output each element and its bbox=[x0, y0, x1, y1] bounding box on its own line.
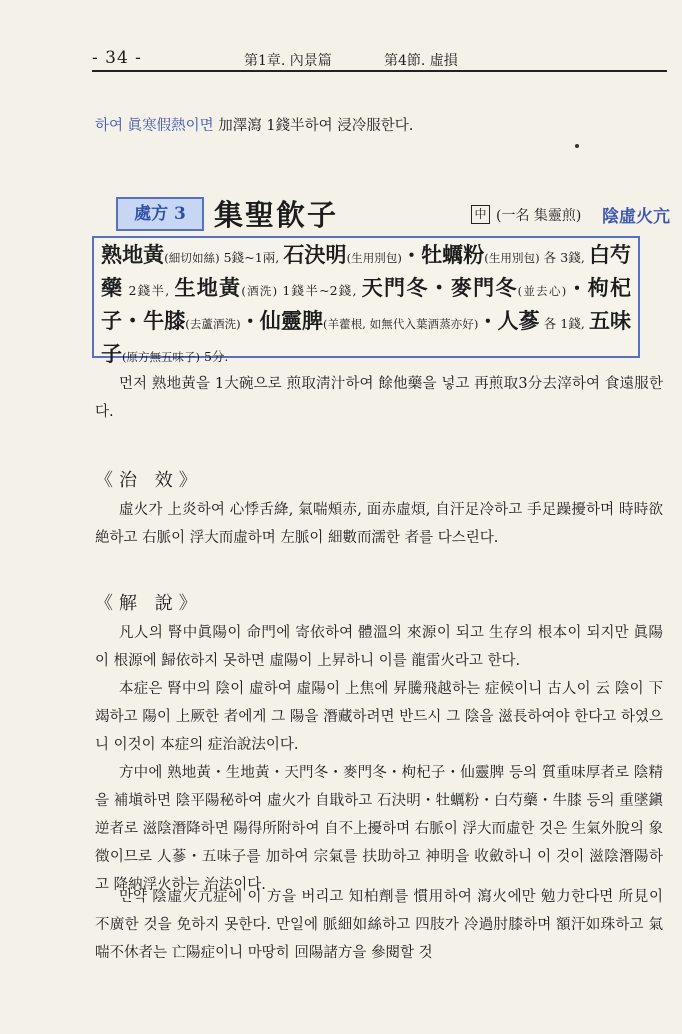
herb-note: (原方無五味子) bbox=[122, 350, 200, 364]
herb-name: 白芍藥 bbox=[101, 242, 632, 300]
herb-separator: ・ bbox=[240, 311, 260, 333]
herb-note: (生用別包) bbox=[484, 251, 540, 265]
herb-dose: 各 3錢, bbox=[539, 250, 589, 265]
herb-dose: 5錢~1兩, bbox=[219, 250, 284, 265]
herb-name: 枸杞子・牛膝 bbox=[101, 275, 632, 333]
herb-name: 石決明 bbox=[283, 242, 347, 267]
prescription-heading bbox=[116, 195, 670, 235]
herb-name: 熟地黃 bbox=[101, 242, 165, 267]
intro-text: 加澤瀉 1錢半하여 浸冷服한다. bbox=[218, 118, 414, 134]
explanation-paragraph: 만약 陰虛火亢症에 이 方을 버리고 知柏劑를 慣用하여 瀉火에만 勉力한다면 所見이 不廣한 것을 免하지 못한다. 만일에 脈細如絲하고 四肢가 冷過肘膝하며 額汗如珠하고 氣喘不休者는 亡陽症이니 마땅히 回陽諸方을 參閱할 것 bbox=[95, 889, 663, 961]
explanation-paragraph: 方中에 熟地黃・生地黃・天門冬・麥門冬・枸杞子・仙靈脾 등의 質重味厚者로 陰精을 補塡하면 陰平陽秘하여 虛火가 自戢하고 石決明・牡蠣粉・白芍藥・牛膝 등의 重墜鎭逆者로 滋陰潛降하면 陽得所附하여 自不上擾하며 右脈이 浮大而虛한 것은 生氣外脫의 象徵이므로 人蔘・五味子를 加하여 宗氣를 扶助하고 神明을 收斂하니 이 것이 滋陰潛陽하고 降納浮火하는 治法이다. bbox=[95, 765, 663, 893]
herb-note: (細切如絲) bbox=[164, 251, 220, 265]
herb-name: 五味子 bbox=[101, 308, 632, 366]
preparation-method: 먼저 熟地黃을 1大碗으로 煎取淸汁하여 餘他藥을 넣고 再煎取3分去滓하여 食遠服한다. bbox=[95, 376, 663, 420]
page-number: - 34 - bbox=[92, 48, 142, 68]
herb-name: 天門冬・麥門冬 bbox=[361, 275, 518, 300]
efficacy-text: 虛火가 上炎하여 心悸舌絳, 氣喘頰赤, 面赤虛煩, 自汗足冷하고 手足躁擾하며 時時欲絶하고 右脈이 浮大而虛하며 左脈이 細數而濡한 者를 다스린다. bbox=[95, 502, 663, 546]
intro-highlight: 하여 眞寒假熱이면 bbox=[95, 118, 214, 134]
ingredient-box bbox=[92, 236, 640, 366]
herb-note: (去蘆酒洗) bbox=[185, 317, 241, 331]
explanation-paragraph: 凡人의 腎中眞陽이 命門에 寄依하여 體溫의 來源이 되고 生存의 根本이 되지만 眞陽이 根源에 歸依하지 못하면 虛陽이 上昇하니 이를 龍雷火라고 한다. bbox=[95, 625, 663, 669]
herb-dose: 各 1錢, bbox=[539, 316, 589, 331]
herb-dose: 2錢半, bbox=[123, 283, 175, 298]
herb-dose: 1錢半~2錢, bbox=[277, 283, 362, 298]
herb-name: 牡蠣粉 bbox=[421, 242, 485, 267]
explanation-heading: 《解 說》 bbox=[95, 593, 203, 614]
herb-note: (並去心) bbox=[517, 284, 567, 298]
herb-separator: ・ bbox=[401, 245, 422, 267]
herb-note: (生用別包) bbox=[346, 251, 402, 265]
herb-name: 仙靈脾 bbox=[259, 308, 324, 333]
herb-dose: 5分. bbox=[199, 349, 229, 364]
prescription-pattern: 陰虛火亢 bbox=[602, 207, 670, 227]
herb-note: (羊藿根, 如無代入葉酒蒸亦好) bbox=[323, 317, 479, 331]
prescription-alias: (一名 集靈煎) bbox=[496, 208, 582, 224]
herb-note: (酒洗) bbox=[241, 284, 278, 298]
efficacy-heading: 《治 效》 bbox=[95, 470, 203, 491]
running-header bbox=[92, 42, 667, 72]
explanation-paragraph: 本症은 腎中의 陰이 虛하여 虛陽이 上焦에 昇騰飛越하는 症候이니 古人이 云 陰이 下竭하고 陽이 上厥한 者에게 그 陽을 潛藏하려면 반드시 그 陰을 滋長하여야 한다고 하였으니 이것이 本症의 症治說法이다. bbox=[95, 681, 663, 753]
header-rule bbox=[92, 70, 667, 72]
intro-line bbox=[95, 112, 663, 140]
category-mark: 中 bbox=[471, 205, 490, 224]
section-title: 第4節. 虛損 bbox=[384, 53, 458, 69]
prescription-label: 處方 3 bbox=[116, 197, 204, 231]
ink-dot bbox=[575, 144, 579, 148]
herb-separator: ・ bbox=[566, 278, 588, 300]
chapter-title: 第1章. 內景篇 bbox=[244, 53, 332, 69]
herb-name: 人蔘 bbox=[497, 308, 540, 333]
herb-separator: ・ bbox=[478, 311, 498, 333]
prescription-name: 集聖飮子 bbox=[214, 198, 339, 232]
herb-name: 生地黃 bbox=[174, 275, 242, 300]
